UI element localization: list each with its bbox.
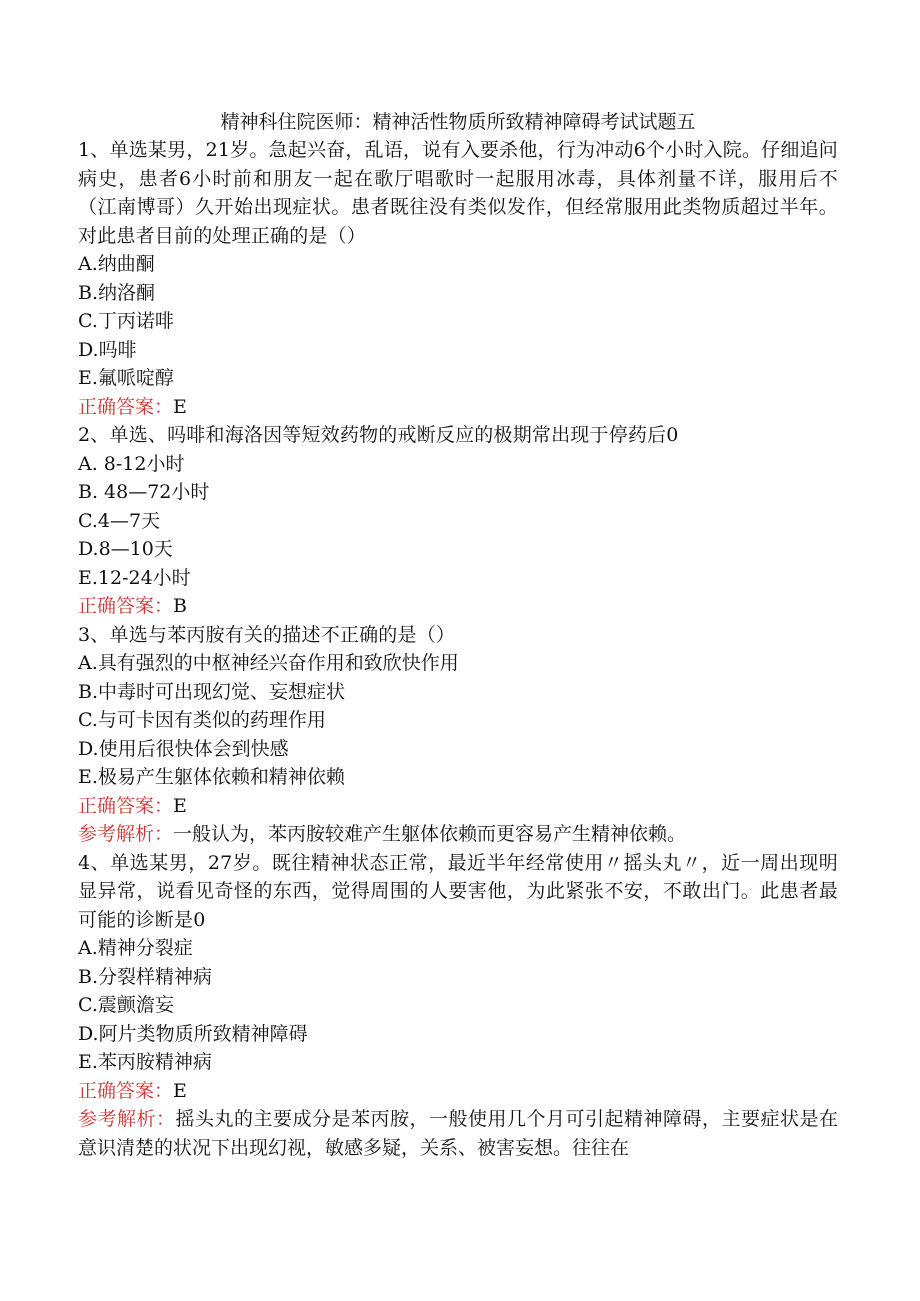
- option-e: E.苯丙胺精神病: [78, 1051, 212, 1073]
- option-c: C.丁丙诺啡: [78, 310, 174, 332]
- option-d: D.使用后很快体会到快感: [78, 737, 289, 760]
- answer-label: 正确答案：: [78, 595, 174, 617]
- answer-value: E: [173, 1079, 187, 1102]
- option-d: D.8—10天: [78, 538, 173, 560]
- option-d: D.吗啡: [78, 338, 137, 361]
- option-c: C.与可卡因有类似的药理作用: [78, 709, 326, 731]
- option-a: A.纳曲酮: [78, 253, 155, 275]
- option-b: B.分裂样精神病: [78, 965, 213, 988]
- option-b: B.纳洛酮: [78, 281, 156, 304]
- question-stem: 1、单选某男，21岁。急起兴奋，乱语，说有入要杀他，行为冲动6个小时入院。仔细追问病史，患者6小时前和朋友一起在歌厅唱歌时一起服用冰毒，具体剂量不详，服用后不（江南博哥）久开始出现症状。患者既往没有类似发作，但经常服用此类物质超过半年。对此患者目前的处理正确的是（）: [78, 139, 838, 247]
- question-1: [78, 136, 838, 421]
- option-a: A.精神分裂症: [78, 937, 193, 959]
- question-3: [78, 621, 838, 849]
- analysis-line: [78, 820, 838, 849]
- document-title: 精神科住院医师：精神活性物质所致精神障碍考试试题五: [220, 111, 696, 133]
- question-4: [78, 849, 838, 1163]
- option-c: C.4—7天: [78, 509, 161, 532]
- option-d: D.阿片类物质所致精神障碍: [78, 1022, 308, 1045]
- answer-label: 正确答案：: [78, 395, 174, 418]
- analysis-label: 参考解析：: [78, 823, 174, 845]
- option-c: C.震颤澹妄: [78, 994, 174, 1016]
- answer-line: [78, 792, 838, 821]
- answer-line: [78, 1077, 838, 1106]
- answer-label: 正确答案：: [78, 1079, 174, 1102]
- question-stem: 3、单选与苯丙胺有关的描述不正确的是（）: [78, 623, 456, 646]
- option-b: B.中毒时可出现幻觉、妄想症状: [78, 680, 346, 703]
- option-e: E.极易产生躯体依赖和精神依赖: [78, 766, 345, 788]
- answer-label: 正确答案：: [78, 794, 174, 817]
- answer-value: E: [173, 395, 187, 418]
- question-stem: 4、单选某男，27岁。既往精神状态正常，最近半年经常使用〃摇头丸〃，近一周出现明显异常，说看见奇怪的东西，觉得周围的人要害他，为此紧张不安，不敢出门。此患者最可能的诊断是0: [78, 851, 838, 931]
- answer-value: B: [173, 595, 187, 617]
- option-a: A. 8-12小时: [78, 452, 185, 475]
- option-b: B. 48—72小时: [78, 481, 210, 503]
- option-e: E.12-24小时: [78, 566, 191, 589]
- answer-value: E: [173, 794, 187, 817]
- answer-line: [78, 393, 838, 422]
- analysis-text: 摇头丸的主要成分是苯丙胺，一般使用几个月可引起精神障碍，主要症状是在意识清楚的状况下出现幻视，敏感多疑，关系、被害妄想。往往在: [78, 1108, 838, 1159]
- option-e: E.氟哌啶醇: [78, 367, 174, 389]
- question-2: [78, 421, 838, 621]
- answer-line: [78, 592, 838, 621]
- analysis-line: [78, 1105, 838, 1162]
- document-page: [78, 108, 838, 1162]
- analysis-label: 参考解析：: [78, 1108, 176, 1130]
- analysis-text: 一般认为，苯丙胺较难产生躯体依赖而更容易产生精神依赖。: [173, 823, 687, 845]
- question-stem: 2、单选、吗啡和海洛因等短效药物的戒断反应的极期常出现于停药后0: [78, 424, 679, 446]
- option-a: A.具有强烈的中枢神经兴奋作用和致欣快作用: [78, 652, 459, 674]
